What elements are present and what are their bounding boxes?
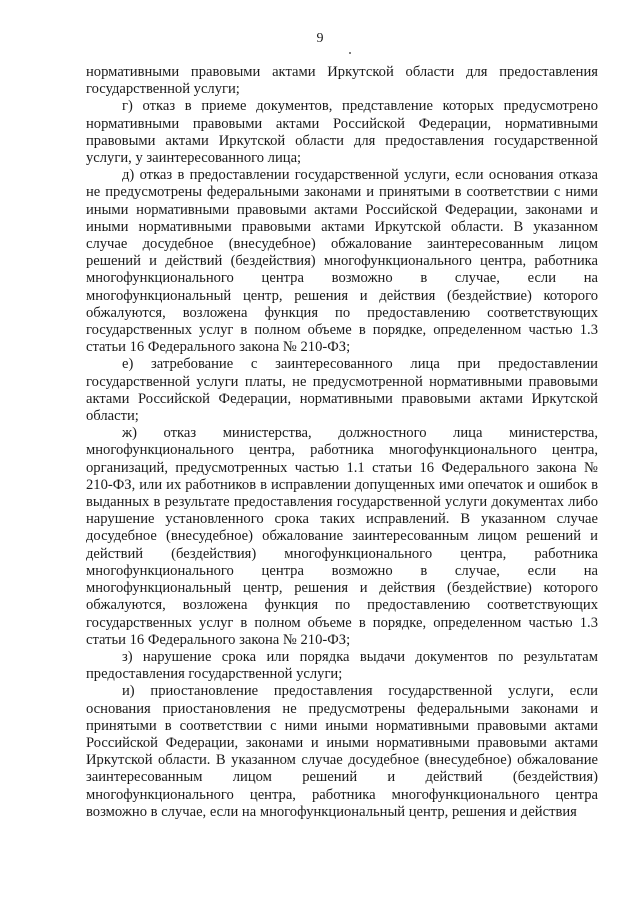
paragraph-g: г) отказ в приеме документов, представление которых предусмотрено нормативными правовыми актами Российской Федерации, нормативными правовыми актами Иркутской области для предоставления государственной услуги, у заинтересованного лица; xyxy=(86,98,598,167)
paragraph-zh: ж) отказ министерства, должностного лица министерства, многофункционального центра, работника многофункционального центра, организаций, предусмотренных частью 1.1 статьи 16 Федерального закона № 210-ФЗ, или их работников в исправлении допущенных ими опечаток и ошибок в выданных в результате предоставления государственной услуги документах либо нарушение установленного срока таких исправлений. В указанном случае досудебное (внесудебное) обжалование заинтересованным лицом решений и действий (бездействия) многофункционального центра, работника многофункционального центра возможно в случае, если на многофункциональный центр, решения и действия (бездействие) которого обжалуются, возложена функция по предоставлению соответствующих государственных услуг в полном объеме в порядке, определенном частью 1.3 статьи 16 Федерального закона № 210-ФЗ; xyxy=(86,425,598,648)
page-number: 9 xyxy=(316,31,324,46)
paragraph-d: д) отказ в предоставлении государственной услуги, если основания отказа не предусмотрены федеральными законами и принятыми в соответствии с ними иными нормативными правовыми актами Российской Федерации, законами и иными нормативными правовыми актами Иркутской области. В указанном случае досудебное (внесудебное) обжалование заинтересованным лицом решений и действий (бездействия) многофункционального центра, работника многофункционального центра возможно в случае, если на многофункциональный центр, решения и действия (бездействие) которого обжалуются, возложена функция по предоставлению соответствующих государственных услуг в полном объеме в порядке, определенном частью 1.3 статьи 16 Федерального закона № 210-ФЗ; xyxy=(86,167,598,356)
paragraph-continuation: нормативными правовыми актами Иркутской области для предоставления государственной услуги; xyxy=(86,64,598,98)
paragraph-e: е) затребование с заинтересованного лица при предоставлении государственной услуги платы, не предусмотренной нормативными правовыми актами Российской Федерации, нормативными правовыми актами Иркутской области; xyxy=(86,356,598,425)
paragraph-i: и) приостановление предоставления государственной услуги, если основания приостановления не предусмотрены федеральными законами и принятыми в соответствии с ними иными нормативными правовыми актами Российской Федерации, законами и иными нормативными правовыми актами Иркутской области. В указанном случае досудебное (внесудебное) обжалование заинтересованным лицом решений и действий (бездействия) многофункционального центра, работника многофункционального центра возможно в случае, если на многофункциональный центр, решения и действия xyxy=(86,683,598,820)
document-body xyxy=(86,64,598,821)
scan-speck xyxy=(349,52,351,54)
paragraph-z: з) нарушение срока или порядка выдачи документов по результатам предоставления государственной услуги; xyxy=(86,648,598,683)
